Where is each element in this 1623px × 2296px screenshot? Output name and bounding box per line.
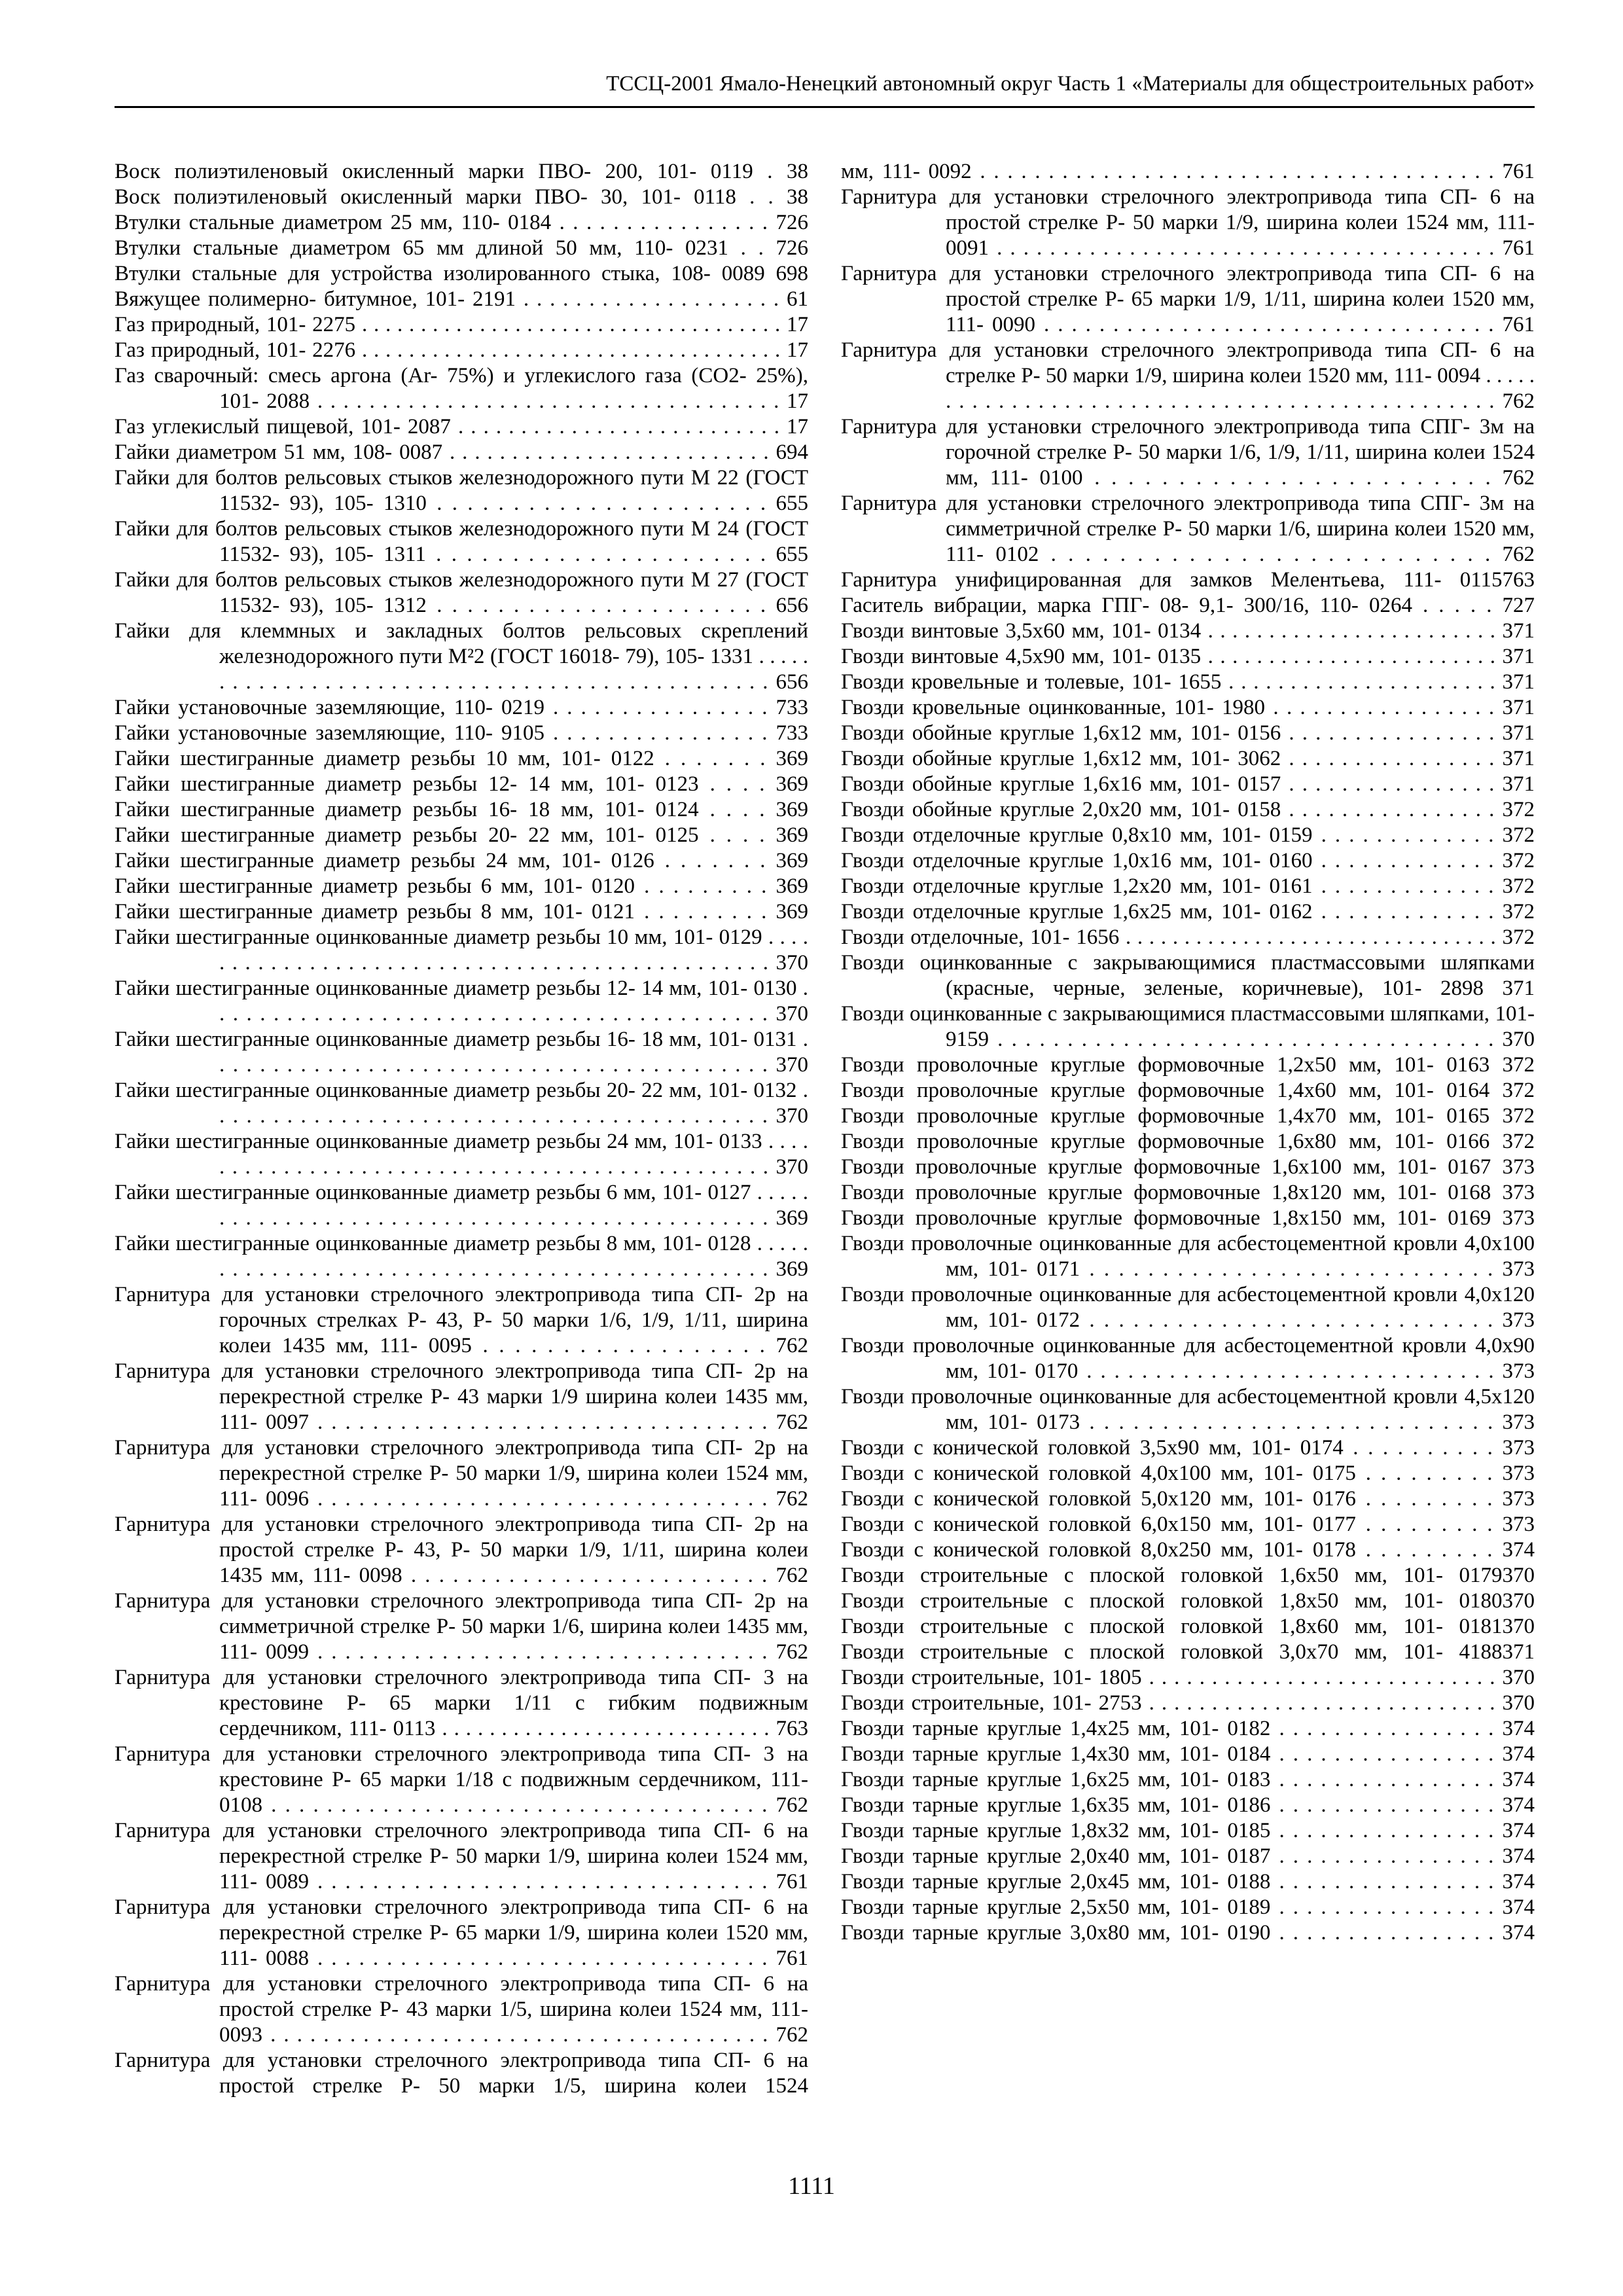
index-entry (115, 1895, 808, 1971)
header-rule (115, 106, 1535, 108)
index-entry-text: Гайки для клеммных и закладных болтов рельсовых скреплений железнодорожного пути М²2 (ГОСТ 16018- 79), 105- 1331 . . . . . . . . . . . . . . . . . . . . . . . . . . . . . . . . . . . . . . . . . . . . . . . 656 (115, 619, 808, 694)
index-entry-text: Гвозди обойные круглые 2,0х20 мм, 101- 0158 . . . . . . . . . . . . . . . . 372 (841, 798, 1535, 821)
index-entry (115, 363, 808, 414)
index-entry (841, 261, 1535, 338)
index-entry (841, 185, 1535, 261)
index-entry (841, 1384, 1535, 1435)
index-entry (841, 1052, 1535, 1078)
index-entry (841, 925, 1535, 950)
index-entry (841, 1435, 1535, 1461)
index-entry (841, 1537, 1535, 1563)
index-entry-text: Гайки шестигранные оцинкованные диаметр резьбы 12- 14 мм, 101- 0130 . . . . . . . . . . . . . . . . . . . . . . . . . . . . . . . . . . . . . . . . . . 370 (115, 977, 808, 1026)
index-entry (115, 899, 808, 925)
index-entry (115, 159, 808, 185)
index-entry-text: Гайки шестигранные оцинкованные диаметр резьбы 8 мм, 101- 0128 . . . . . . . . . . . . . . . . . . . . . . . . . . . . . . . . . . . . . . . . . . . . . . . 369 (115, 1232, 808, 1281)
index-entry-text: Гвозди отделочные круглые 1,2х20 мм, 101- 0161 . . . . . . . . . . . . . 372 (841, 874, 1535, 898)
index-entry-text: Втулки стальные диаметром 25 мм, 110- 0184 . . . . . . . . . . . . . . . . 726 (115, 211, 808, 234)
index-entry-text: Гвозди тарные круглые 2,5х50 мм, 101- 0189 . . . . . . . . . . . . . . . . 374 (841, 1895, 1535, 1919)
index-entry (115, 465, 808, 516)
index-entry-text: Гайки шестигранные диаметр резьбы 20- 22 мм, 101- 0125 . . . . 369 (115, 823, 808, 847)
index-entry-text: Гарнитура для установки стрелочного электропривода типа СП- 6 на стрелке Р- 50 марки 1/9, ширина колеи 1520 мм, 111- 0094 . . . . . . . . . . . . . . . . . . . . . . . . . . . . . . . . . . . . . . . . . . . . . . . 762 (841, 338, 1535, 413)
index-entry-text: Гарнитура для установки стрелочного электропривода типа СП- 6 на перекрестной стрелке Р- 50 марки 1/9, ширина колеи 1524 мм, 111- 0089 . . . . . . . . . . . . . . . . . . . . . . . . . . . . . . . . . 761 (115, 1819, 808, 1893)
index-entry (841, 1844, 1535, 1869)
index-entry-text: Гвозди проволочные круглые формовочные 1,6х100 мм, 101- 0167 373 (841, 1155, 1535, 1179)
index-entry (841, 1155, 1535, 1180)
index-entry-text: Гвозди проволочные круглые формовочные 1,8х120 мм, 101- 0168 373 (841, 1181, 1535, 1204)
index-entry (841, 1793, 1535, 1818)
index-entry (115, 287, 808, 312)
index-entry-text: Гвозди отделочные круглые 0,8х10 мм, 101- 0159 . . . . . . . . . . . . . 372 (841, 823, 1535, 847)
index-entry (841, 619, 1535, 644)
index-entry (841, 414, 1535, 491)
index-entry-text: Гвозди отделочные, 101- 1656 . . . . . . . . . . . . . . . . . . . . . . . . . . . . . . . . 372 (841, 925, 1535, 949)
index-entry-text: Гвозди проволочные оцинкованные для асбестоцементной кровли 4,0х90 мм, 101- 0170 . . . . . . . . . . . . . . . . . . . . . . . . . . . . . . 373 (841, 1334, 1535, 1383)
index-entry (115, 925, 808, 976)
index-entry-text: Гвозди тарные круглые 2,0х40 мм, 101- 0187 . . . . . . . . . . . . . . . . 374 (841, 1844, 1535, 1868)
index-column-right (841, 159, 1535, 1946)
index-entry-text: Гайки диаметром 51 мм, 108- 0087 . . . . . . . . . . . . . . . . . . . . . . . . . . 694 (115, 440, 808, 464)
index-entry-text: Гвозди тарные круглые 3,0х80 мм, 101- 0190 . . . . . . . . . . . . . . . . 374 (841, 1921, 1535, 1945)
index-entry-text: Гвозди строительные с плоской головкой 1,6х50 мм, 101- 0179370 (841, 1564, 1535, 1587)
index-entry-text: Гайки для болтов рельсовых стыков железнодорожного пути М 27 (ГОСТ 11532- 93), 105- 1312 . . . . . . . . . . . . . . . . . . . . . . 656 (115, 568, 808, 617)
index-entry-text: Гайки шестигранные оцинкованные диаметр резьбы 10 мм, 101- 0129 . . . . . . . . . . . . . . . . . . . . . . . . . . . . . . . . . . . . . . . . . . . . . . . 370 (115, 925, 808, 975)
index-entry-text: Втулки стальные диаметром 65 мм длиной 50 мм, 110- 0231 . . 726 (115, 236, 808, 260)
index-entry (841, 1818, 1535, 1844)
index-entry-text: Гвозди обойные круглые 1,6х12 мм, 101- 0156 . . . . . . . . . . . . . . . . 371 (841, 721, 1535, 745)
index-entry-text: Воск полиэтиленовый окисленный марки ПВО- 200, 101- 0119 . 38 (115, 160, 808, 183)
index-entry-text: Гарнитура для установки стрелочного электропривода типа СП- 3 на крестовине Р- 65 марки 1/11 с гибким подвижным сердечником, 111- 0113 . . . . . . . . . . . . . . . . . . . . . . . . . . . . 763 (115, 1666, 808, 1740)
index-entry (115, 261, 808, 287)
index-entry (841, 644, 1535, 670)
index-column-left (115, 159, 808, 2099)
index-entry (115, 210, 808, 236)
index-entry-text: Гвозди проволочные круглые формовочные 1,8х150 мм, 101- 0169 373 (841, 1206, 1535, 1230)
index-entry (841, 1716, 1535, 1742)
index-entry (841, 746, 1535, 772)
index-entry (115, 1180, 808, 1231)
index-entry (841, 1640, 1535, 1665)
index-entry-text: Гвозди строительные с плоской головкой 1,8х50 мм, 101- 0180370 (841, 1589, 1535, 1613)
index-entry-text: Гайки шестигранные оцинкованные диаметр резьбы 6 мм, 101- 0127 . . . . . . . . . . . . . . . . . . . . . . . . . . . . . . . . . . . . . . . . . . . . . . . 369 (115, 1181, 808, 1230)
index-entry (115, 797, 808, 823)
index-entry (841, 1691, 1535, 1716)
index-entry-text: Газ сварочный: смесь аргона (Ar- 75%) и углекислого газа (СО2- 25%), 101- 2088 . . . . . . . . . . . . . . . . . . . . . . . . . . . . . . . . . . . . 17 (115, 364, 808, 413)
index-entry-text: Гайки для болтов рельсовых стыков железнодорожного пути М 24 (ГОСТ 11532- 93), 105- 1311 . . . . . . . . . . . . . . . . . . . . . . 655 (115, 517, 808, 566)
index-entry-text: Вяжущее полимерно- битумное, 101- 2191 . . . . . . . . . . . . . . . . . . . . 61 (115, 287, 808, 311)
index-entry (841, 1767, 1535, 1793)
index-entry (115, 695, 808, 721)
index-entry (841, 1486, 1535, 1512)
index-entry-text: Гайки шестигранные оцинкованные диаметр резьбы 20- 22 мм, 101- 0132 . . . . . . . . . . . . . . . . . . . . . . . . . . . . . . . . . . . . . . . . . . 370 (115, 1079, 808, 1128)
index-entry-text: Гвозди с конической головкой 6,0х150 мм, 101- 0177 . . . . . . . . . 373 (841, 1513, 1535, 1536)
index-entry (841, 1588, 1535, 1614)
index-entry-text: Гвозди тарные круглые 1,6х25 мм, 101- 0183 . . . . . . . . . . . . . . . . 374 (841, 1768, 1535, 1791)
index-entry-text: Гвозди оцинкованные с закрывающимися пластмассовыми шляпками, 101- 9159 . . . . . . . . . . . . . . . . . . . . . . . . . . . . . . . . . . . . 370 (841, 1002, 1535, 1051)
index-entry-text: Гвозди проволочные оцинкованные для асбестоцементной кровли 4,5х120 мм, 101- 0173 . . . . . . . . . . . . . . . . . . . . . . . . . . . . 373 (841, 1385, 1535, 1434)
index-entry-text: Воск полиэтиленовый окисленный марки ПВО- 30, 101- 0118 . . 38 (115, 185, 808, 209)
index-entry-text: Гвозди с конической головкой 4,0х100 мм, 101- 0175 . . . . . . . . . 373 (841, 1462, 1535, 1485)
index-entry-text: Гарнитура для установки стрелочного электропривода типа СП- 6 на простой стрелке Р- 43 марки 1/5, ширина колеи 1524 мм, 111- 0093 . . . . . . . . . . . . . . . . . . . . . . . . . . . . . . . . . . . . . . 762 (115, 1972, 808, 2047)
index-entry (841, 899, 1535, 925)
index-entry (841, 848, 1535, 874)
index-entry-text: Гвозди с конической головкой 3,5х90 мм, 101- 0174 . . . . . . . . . . 373 (841, 1436, 1535, 1460)
index-entry (115, 1359, 808, 1435)
index-entry (841, 1665, 1535, 1691)
index-entry-text: Гвозди с конической головкой 5,0х120 мм, 101- 0176 . . . . . . . . . 373 (841, 1487, 1535, 1511)
index-entry (841, 874, 1535, 899)
index-entry-text: Гарнитура для установки стрелочного электропривода типа СП- 6 на простой стрелке Р- 50 марки 1/5, ширина колеи 1524 (115, 2049, 808, 2098)
index-entry (115, 236, 808, 261)
index-entry (841, 1512, 1535, 1537)
index-entry (115, 823, 808, 848)
index-entry-text: Гвозди с конической головкой 8,0х250 мм, 101- 0178 . . . . . . . . . 374 (841, 1538, 1535, 1562)
index-entry (841, 1103, 1535, 1129)
index-entry (115, 848, 808, 874)
index-entry (115, 440, 808, 465)
index-entry (841, 1895, 1535, 1920)
index-entry-text: Гайки шестигранные оцинкованные диаметр резьбы 16- 18 мм, 101- 0131 . . . . . . . . . . . . . . . . . . . . . . . . . . . . . . . . . . . . . . . . . . 370 (115, 1028, 808, 1077)
index-entry (841, 1231, 1535, 1282)
index-entry (841, 1206, 1535, 1231)
index-entry-text: Гвозди тарные круглые 1,4х25 мм, 101- 0182 . . . . . . . . . . . . . . . . 374 (841, 1717, 1535, 1740)
index-entry (841, 950, 1535, 1001)
index-entry-text: Гайки шестигранные оцинкованные диаметр резьбы 24 мм, 101- 0133 . . . . . . . . . . . . . . . . . . . . . . . . . . . . . . . . . . . . . . . . . . . . . . . 370 (115, 1130, 808, 1179)
index-entry-text: Гарнитура для установки стрелочного электропривода типа СП- 2р на простой стрелке Р- 43, Р- 50 марки 1/9, 1/11, ширина колеи 1435 мм, 111- 0098 . . . . . . . . . . . . . . . . . . . . . . . . . . 762 (115, 1513, 808, 1587)
index-entry-text: Гарнитура для установки стрелочного электропривода типа СП- 3 на крестовине Р- 65 марки 1/18 с подвижным сердечником, 111- 0108 . . . . . . . . . . . . . . . . . . . . . . . . . . . . . . . . . . . . 762 (115, 1742, 808, 1817)
index-entry (841, 670, 1535, 695)
index-entry (115, 516, 808, 567)
index-entry-text: Гарнитура для установки стрелочного электропривода типа СП- 6 на простой стрелке Р- 50 марки 1/9, ширина колеи 1524 мм, 111- 0091 . . . . . . . . . . . . . . . . . . . . . . . . . . . . . . . . . . . . . . 761 (841, 185, 1535, 260)
index-entry-text: Газ углекислый пищевой, 101- 2087 . . . . . . . . . . . . . . . . . . . . . . . . . . 17 (115, 415, 808, 439)
index-entry-text: Гвозди проволочные круглые формовочные 1,6х80 мм, 101- 0166 372 (841, 1130, 1535, 1153)
index-entry (841, 1869, 1535, 1895)
index-entry (115, 1665, 808, 1742)
index-entry (115, 1971, 808, 2048)
index-entry (115, 1588, 808, 1665)
index-entry-text: Гайки шестигранные диаметр резьбы 6 мм, 101- 0120 . . . . . . . . . 369 (115, 874, 808, 898)
index-entry (115, 721, 808, 746)
index-entry-text: Гвозди обойные круглые 1,6х12 мм, 101- 3062 . . . . . . . . . . . . . . . . 371 (841, 747, 1535, 770)
index-entry (841, 567, 1535, 593)
index-entry-text: Втулки стальные для устройства изолированного стыка, 108- 0089 698 (115, 262, 808, 285)
index-entry (115, 619, 808, 695)
index-entry-text: Гвозди строительные, 101- 2753 . . . . . . . . . . . . . . . . . . . . . . . . . . . . 370 (841, 1691, 1535, 1715)
page-number: 1111 (788, 2172, 835, 2200)
index-entry (115, 1129, 808, 1180)
index-entry-text: Гарнитура для установки стрелочного электропривода типа СП- 6 на простой стрелке Р- 65 марки 1/9, 1/11, ширина колеи 1520 мм, 111- 0090 . . . . . . . . . . . . . . . . . . . . . . . . . . . . . . . . . 761 (841, 262, 1535, 336)
index-entry-text: Гайки шестигранные диаметр резьбы 12- 14 мм, 101- 0123 . . . . 369 (115, 772, 808, 796)
index-entry (841, 593, 1535, 619)
index-entry (115, 1282, 808, 1359)
index-entry-text: Гайки для болтов рельсовых стыков железнодорожного пути М 22 (ГОСТ 11532- 93), 105- 1310 . . . . . . . . . . . . . . . . . . . . . . 655 (115, 466, 808, 515)
index-entry (115, 1818, 808, 1895)
index-entry-text: Гвозди винтовые 3,5х60 мм, 101- 0134 . . . . . . . . . . . . . . . . . . . . . . . . 371 (841, 619, 1535, 643)
index-entry (841, 1614, 1535, 1640)
index-entry (115, 976, 808, 1027)
index-entry (115, 874, 808, 899)
index-entry-text: Гвозди тарные круглые 2,0х45 мм, 101- 0188 . . . . . . . . . . . . . . . . 374 (841, 1870, 1535, 1893)
index-entry-text: Газ природный, 101- 2275 . . . . . . . . . . . . . . . . . . . . . . . . . . . . . . . . . . . . 17 (115, 313, 808, 336)
index-entry (841, 1333, 1535, 1384)
index-entry (115, 185, 808, 210)
index-entry-text: Гвозди винтовые 4,5х90 мм, 101- 0135 . . . . . . . . . . . . . . . . . . . . . . . . 371 (841, 645, 1535, 668)
index-entry (115, 414, 808, 440)
index-entry-text: Гвозди строительные, 101- 1805 . . . . . . . . . . . . . . . . . . . . . . . . . . . . 370 (841, 1666, 1535, 1689)
index-entry-text: Гарнитура для установки стрелочного электропривода типа СП- 2р на перекрестной стрелке Р- 43 марки 1/9 ширина колеи 1435 мм, 111- 0097 . . . . . . . . . . . . . . . . . . . . . . . . . . . . . . . . . 762 (115, 1359, 808, 1434)
index-entry (841, 338, 1535, 414)
index-entry (841, 721, 1535, 746)
index-entry-text: Гарнитура для установки стрелочного электропривода типа СПГ- 3м на горочной стрелке Р- 50 марки 1/6, 1/9, 1/11, ширина колеи 1524 мм, 111- 0100 . . . . . . . . . . . . . . . . . . . . . . . . 762 (841, 415, 1535, 490)
index-entry-text: Гвозди проволочные оцинкованные для асбестоцементной кровли 4,0х120 мм, 101- 0172 . . . . . . . . . . . . . . . . . . . . . . . . . . . . 373 (841, 1283, 1535, 1332)
index-entry-text: Гвозди обойные круглые 1,6х16 мм, 101- 0157 . . . . . . . . . . . . . . . . 371 (841, 772, 1535, 796)
index-entry (841, 695, 1535, 721)
index-entry (841, 1563, 1535, 1588)
index-entry (115, 312, 808, 338)
index-entry-text: Гвозди отделочные круглые 1,6х25 мм, 101- 0162 . . . . . . . . . . . . . 372 (841, 900, 1535, 924)
index-entry (115, 1027, 808, 1078)
index-entry (115, 1512, 808, 1588)
index-entry (841, 1920, 1535, 1946)
index-entry-text: Гвозди тарные круглые 1,6х35 мм, 101- 0186 . . . . . . . . . . . . . . . . 374 (841, 1793, 1535, 1817)
index-entry (115, 2048, 808, 2099)
index-entry-text: Гайки установочные заземляющие, 110- 0219 . . . . . . . . . . . . . . . . 733 (115, 696, 808, 719)
index-entry-text: Гвозди кровельные оцинкованные, 101- 1980 . . . . . . . . . . . . . . . . . 371 (841, 696, 1535, 719)
index-entry (115, 567, 808, 619)
index-entry-text: Гаситель вибрации, марка ГПГ- 08- 9,1- 300/16, 110- 0264 . . . . . 727 (841, 594, 1535, 617)
index-entry-text: Гвозди строительные с плоской головкой 3,0х70 мм, 101- 4188371 (841, 1640, 1535, 1664)
index-entry-text: Гвозди проволочные оцинкованные для асбестоцементной кровли 4,0х100 мм, 101- 0171 . . . . . . . . . . . . . . . . . . . . . . . . . . . . 373 (841, 1232, 1535, 1281)
index-entry (115, 1742, 808, 1818)
index-entry-text: Гарнитура для установки стрелочного электропривода типа СПГ- 3м на симметричной стрелке Р- 50 марки 1/6, ширина колеи 1520 мм, 111- 0102 . . . . . . . . . . . . . . . . . . . . . . . . . . 762 (841, 492, 1535, 566)
index-entry (115, 772, 808, 797)
index-entry (841, 491, 1535, 567)
index-entry-text: Гвозди проволочные круглые формовочные 1,4х70 мм, 101- 0165 372 (841, 1104, 1535, 1128)
index-entry-text: Гарнитура для установки стрелочного электропривода типа СП- 2р на симметричной стрелке Р- 50 марки 1/6, ширина колеи 1435 мм, 111- 0099 . . . . . . . . . . . . . . . . . . . . . . . . . . . . . . . . . 762 (115, 1589, 808, 1664)
index-entry (115, 1078, 808, 1129)
index-entry-text: Гарнитура унифицированная для замков Мелентьева, 111- 0115763 (841, 568, 1535, 592)
index-entry-text: Гвозди кровельные и толевые, 101- 1655 . . . . . . . . . . . . . . . . . . . . . . 371 (841, 670, 1535, 694)
index-entry (841, 1078, 1535, 1103)
index-entry-text: Гвозди проволочные круглые формовочные 1,4х60 мм, 101- 0164 372 (841, 1079, 1535, 1102)
index-entry-text: Газ природный, 101- 2276 . . . . . . . . . . . . . . . . . . . . . . . . . . . . . . . . . . . . 17 (115, 338, 808, 362)
index-entry-text: Гарнитура для установки стрелочного электропривода типа СП- 6 на перекрестной стрелке Р- 65 марки 1/9, ширина колеи 1520 мм, 111- 0088 . . . . . . . . . . . . . . . . . . . . . . . . . . . . . . . . . 761 (115, 1895, 808, 1970)
index-entry-text: Гвозди строительные с плоской головкой 1,8х60 мм, 101- 0181370 (841, 1615, 1535, 1638)
index-entry (841, 1001, 1535, 1052)
index-entry (841, 1742, 1535, 1767)
index-entry-text: Гайки шестигранные диаметр резьбы 24 мм, 101- 0126 . . . . . . . 369 (115, 849, 808, 872)
index-entry (115, 1435, 808, 1512)
page-header: ТССЦ-2001 Ямало-Ненецкий автономный округ Часть 1 «Материалы для общестроительных работ» (606, 72, 1535, 96)
index-entry (841, 159, 1535, 185)
index-entry (115, 1231, 808, 1282)
index-entry-text: Гайки шестигранные диаметр резьбы 8 мм, 101- 0121 . . . . . . . . . 369 (115, 900, 808, 924)
index-entry (841, 772, 1535, 797)
index-entry-text: Гвозди отделочные круглые 1,0х16 мм, 101- 0160 . . . . . . . . . . . . . 372 (841, 849, 1535, 872)
index-entry (841, 797, 1535, 823)
index-entry (115, 338, 808, 363)
index-entry (841, 823, 1535, 848)
index-entry-text: Гвозди тарные круглые 1,8х32 мм, 101- 0185 . . . . . . . . . . . . . . . . 374 (841, 1819, 1535, 1842)
index-entry-text: Гарнитура для установки стрелочного электропривода типа СП- 2р на горочных стрелках Р- 43, Р- 50 марки 1/6, 1/9, 1/11, ширина колеи 1435 мм, 111- 0095 . . . . . . . . . . . . . . . . . . 762 (115, 1283, 808, 1357)
index-entry-text: Гайки установочные заземляющие, 110- 9105 . . . . . . . . . . . . . . . . 733 (115, 721, 808, 745)
index-entry-text: Гвозди тарные круглые 1,4х30 мм, 101- 0184 . . . . . . . . . . . . . . . . 374 (841, 1742, 1535, 1766)
index-entry-text: Гвозди оцинкованные с закрывающимися пластмассовыми шляпками (красные, черные, зеленые, коричневые), 101- 2898 371 (841, 951, 1535, 1000)
index-entry (115, 746, 808, 772)
index-entry-text: мм, 111- 0092 . . . . . . . . . . . . . . . . . . . . . . . . . . . . . . . . . . . . . . 761 (841, 160, 1535, 183)
index-entry-text: Гайки шестигранные диаметр резьбы 10 мм, 101- 0122 . . . . . . . 369 (115, 747, 808, 770)
index-entry (841, 1282, 1535, 1333)
index-entry (841, 1461, 1535, 1486)
index-entry-text: Гвозди проволочные круглые формовочные 1,2х50 мм, 101- 0163 372 (841, 1053, 1535, 1077)
index-entry-text: Гарнитура для установки стрелочного электропривода типа СП- 2р на перекрестной стрелке Р- 50 марки 1/9, ширина колеи 1524 мм, 111- 0096 . . . . . . . . . . . . . . . . . . . . . . . . . . . . . . . . . 762 (115, 1436, 808, 1511)
index-entry (841, 1129, 1535, 1155)
index-entry-text: Гайки шестигранные диаметр резьбы 16- 18 мм, 101- 0124 . . . . 369 (115, 798, 808, 821)
index-entry (841, 1180, 1535, 1206)
